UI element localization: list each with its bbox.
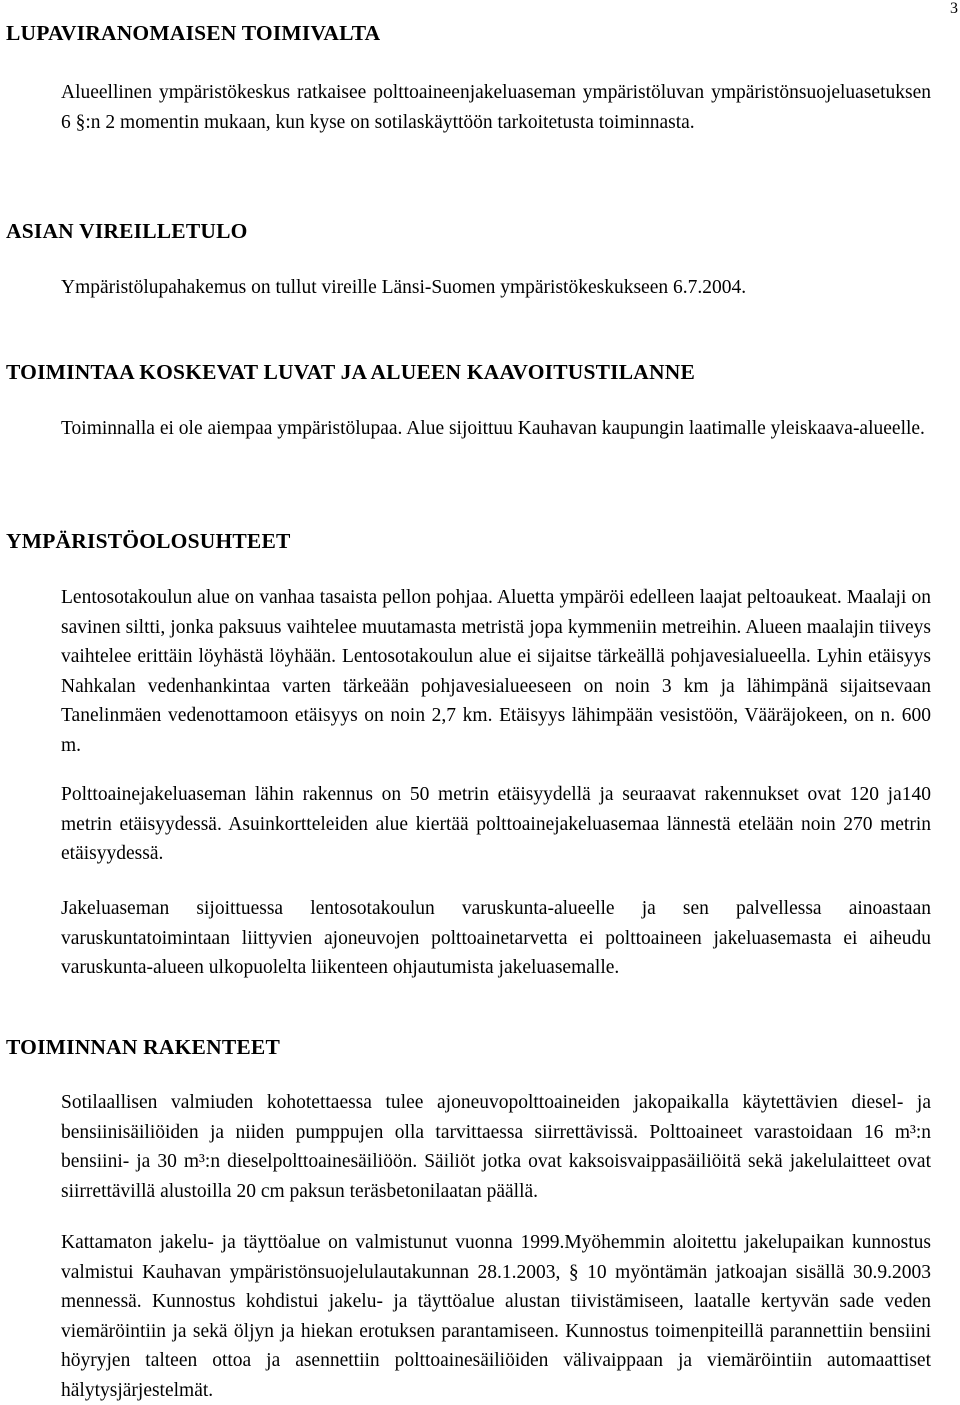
paragraph-vireilletulo: Ympäristölupahakemus on tullut vireille Länsi-Suomen ympäristökeskukseen 6.7.2004.	[61, 277, 747, 298]
section-heading-asian-vireilletulo: ASIAN VIREILLETULO	[6, 219, 248, 243]
paragraph-toimivalta: Alueellinen ympäristökeskus ratkaisee polttoaineenjakeluaseman ympäristöluvan ympäristönsuojeluasetuksen 6 §:n 2 momentin mukaan, kun kyse on sotilaskäyttöön tarkoitetusta toiminnasta.	[61, 82, 931, 133]
section-heading-toiminnan-rakenteet: TOIMINNAN RAKENTEET	[6, 1035, 280, 1059]
paragraph-maaperä-ja-pohjavesi: Lentosotakoulun alue on vanhaa tasaista pellon pohjaa. Aluetta ympäröi edelleen laajat peltoaukeat. Maalaji on savinen siltti, jonka paksuus vaihtelee muutamasta metristä jopa kymmeniin metreihin. Alueen maalajin tiiveys vaihtelee erittäin löyhästä löyhään. Lentosotakoulun alue ei sijaitse tärkeällä pohjavesialueella. Lyhin etäisyys Nahkalan vedenhankintaa varten tärkeään pohjavesialueeseen on noin 3 km ja lähimpänä sijaitsevaan Tanelinmäen vedenottamoon etäisyys on noin 2,7 km. Etäisyys lähimpään vesistöön, Vääräjokeen, on n. 600 m.	[61, 587, 931, 756]
paragraph-jakeluaseman-sijoitus: Jakeluaseman sijoittuessa lentosotakoulun varuskunta-alueelle ja sen palvellessa ainoastaan varuskuntatoimintaan liittyvien ajoneuvojen polttoainetarvetta ei polttoaineen jakeluasemasta ei aiheudu varuskunta-alueen ulkopuolelta liikenteen ohjautumista jakeluasemalle.	[61, 898, 931, 978]
paragraph-lahin-rakennus: Polttoainejakeluaseman lähin rakennus on 50 metrin etäisyydellä ja seuraavat rakennukset ovat 120 ja140 metrin etäisyydessä. Asuinkortteleiden alue kiertää polttoainejakeluasemaa lännestä etelään noin 270 metrin etäisyydessä.	[61, 784, 931, 864]
paragraph-kunnostus: Kattamaton jakelu- ja täyttöalue on valmistunut vuonna 1999.Myöhemmin aloitettu jakelupaikan kunnostus valmistui Kauhavan ympäristönsuojelulautakunnan 28.1.2003, § 10 myöntämän jatkoajan sisällä 30.9.2003 mennessä. Kunnostus kohdistui jakelu- ja täyttöalue alustan tiivistämiseen, laatalle kertyvän sade veden viemäröintiin ja sekä öljyn ja hiekan erotuksen parantamiseen. Kunnostus toimenpiteillä parannettiin bensiini höyryjen talteen ottoa ja asennettiin polttoainesäiliöiden välivaippaan ja viemäröintiin automaattiset hälytysjärjestelmät.	[61, 1232, 931, 1401]
paragraph-luvat-ja-kaavoitus: Toiminnalla ei ole aiempaa ympäristölupaa. Alue sijoittuu Kauhavan kaupungin laatimalle yleiskaava-alueelle.	[61, 418, 925, 439]
page-number: 3	[950, 0, 958, 17]
section-heading-ymparistoolosuhteet: YMPÄRISTÖOLOSUHTEET	[6, 529, 291, 553]
section-heading-luvat-ja-kaavoitus: TOIMINTAA KOSKEVAT LUVAT JA ALUEEN KAAVOITUSTILANNE	[6, 360, 696, 384]
paragraph-sailiot: Sotilaallisen valmiuden kohotettaessa tulee ajoneuvopolttoaineiden jakopaikalla käytettävien diesel- ja bensiinisäiliöiden ja niiden pumppujen olla tarvittaessa siirrettävissä. Polttoaineet varastoidaan 16 m³:n bensiini- ja 30 m³:n dieselpolttoainesäiliöön. Säiliöt jotka ovat kaksoisvaippasäiliöitä sekä jakelulaitteet ovat siirrettävillä alustoilla 20 cm paksun teräsbetonilaatan päällä.	[61, 1092, 931, 1202]
section-heading-lupaviranomaisen-toimivalta: LUPAVIRANOMAISEN TOIMIVALTA	[6, 21, 381, 45]
